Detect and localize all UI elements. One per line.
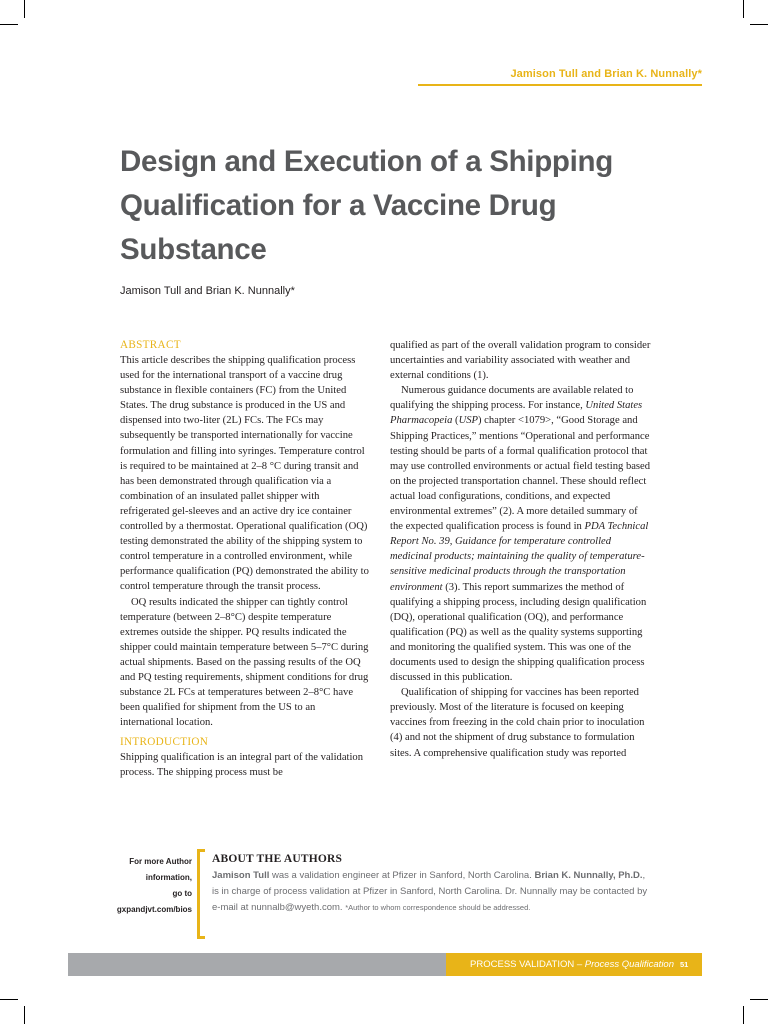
crop-mark [750, 24, 768, 25]
abstract-heading: ABSTRACT [120, 339, 181, 351]
author-info-line: go to [172, 889, 192, 898]
crop-mark [743, 0, 744, 18]
crop-mark [743, 1006, 744, 1024]
running-head: Jamison Tull and Brian K. Nunnally* [510, 68, 702, 80]
body-text: Numerous guidance documents are available related to qualifying the shipping process. For instance, [390, 385, 634, 412]
author-name: Brian K. Nunnally, Ph.D. [534, 870, 643, 881]
body-paragraph: Qualification of shipping for vaccines has been reported previously. Most of the literature is focused on keeping vaccines from freezing in the cold chain prior to inoculation (4) and not the shipment of drug substance to formulation sites. A comprehensive qualification study was reported [390, 687, 645, 759]
article-byline: Jamison Tull and Brian K. Nunnally* [120, 285, 295, 297]
body-paragraph: qualified as part of the overall validation program to consider uncertainties and variability associated with weather and external conditions (1). [390, 340, 651, 382]
about-bracket [197, 849, 205, 939]
author-bio: was a validation engineer at Pfizer in Sanford, North Carolina. [269, 870, 535, 881]
article-title: Design and Execution of a Shipping Qualification for a Vaccine Drug Substance [120, 145, 613, 266]
right-column [390, 338, 652, 761]
pda-report-reference: PDA Technical Report No. 39, Guidance for temperature controlled medicinal products; maintaining the quality of temperature-sensitive medicinal products through the transportation environment [390, 521, 649, 593]
crop-mark [750, 999, 768, 1000]
about-authors-heading: ABOUT THE AUTHORS [212, 853, 343, 865]
introduction-paragraph: Shipping qualification is an integral part of the validation process. The shipping process must be [120, 752, 364, 779]
footer-bar [68, 953, 446, 976]
author-info-line: information, [145, 873, 192, 882]
body-text: ) chapter <1079>, “Good Storage and Shipping Practices,” mentions “Operational and performance testing should be parts of a formal qualification protocol that may use controlled environments or actual field testing based on the projected transportation channel. These should reflect actual load configurations, conditions, and expected environmental extremes” (2). A more detailed summary of the expected qualification process is found in [390, 415, 651, 533]
body-text: (3). This report summarizes the method of qualifying a shipping process, including design qualification (DQ), operational qualification (OQ), and performance qualification (PQ) as well as the quality systems supporting and monitoring the qualified system. This was one of the documents used to design the shipping qualification process discussed in this publication. [390, 581, 647, 684]
page-number: 51 [680, 960, 689, 969]
abstract-paragraph: OQ results indicated the shipper can tightly control temperature (between 2–8°C) despite temperature extremes outside the shipper. PQ results indicated the shipper could maintain temperature between 5–7°C during actual shipments. Based on the passing results of the OQ and PQ testing requirements, shipment conditions for drug substance 2L FCs at temperatures between 2–8°C have been qualified for shipment from the US to an international location. [120, 596, 369, 729]
footer-subsection: Process Qualification [584, 959, 674, 970]
crop-mark [24, 1006, 25, 1024]
left-column [120, 338, 370, 781]
crop-mark [24, 0, 25, 18]
author-info-note [100, 854, 192, 918]
body-text: ( [452, 415, 459, 427]
author-bio: , is in charge of process validation at Pfizer in Sanford, North Carolina. Dr. Nunnally may be contacted by e-mail at nunnalb@wyeth.com. [212, 870, 648, 913]
crop-mark [0, 24, 18, 25]
author-name: Jamison Tull [212, 870, 270, 881]
correspondence-note: *Author to whom correspondence should be addressed. [345, 903, 531, 912]
about-authors-text [212, 868, 652, 916]
usp-abbreviation: USP [458, 415, 478, 427]
body-paragraph [390, 383, 652, 685]
author-bios-link[interactable]: gxpandjvt.com/bios [116, 905, 192, 914]
usp-reference: United States Pharmacopeia [390, 400, 643, 427]
crop-mark [0, 999, 18, 1000]
introduction-heading: INTRODUCTION [120, 736, 209, 749]
author-info-line: For more Author [129, 857, 192, 866]
running-head-rule [418, 84, 702, 86]
footer-section: PROCESS VALIDATION – [470, 959, 585, 970]
footer-section-label [446, 953, 674, 976]
abstract-paragraph: This article describes the shipping qualification process used for the international transport of a vaccine drug substance in flexible containers (FC) from the United States. The drug substance is produced in the US and dispensed into two-liter (2L) FCs. The FCs may subsequently be transported internationally for vaccine formulation and filling into syringes. Temperature control is required to be maintained at 2–8 °C during transit and has been demonstrated through qualification via a combination of an insulated pallet shipper with refrigerated gel-sleeves and an active dry ice container controlled by a thermostat. Operational qualification (OQ) testing demonstrated the ability of the shipping system to control temperature in a controlled environment, while performance qualification (PQ) demonstrated the ability to control temperature through the transit process. [120, 355, 369, 593]
